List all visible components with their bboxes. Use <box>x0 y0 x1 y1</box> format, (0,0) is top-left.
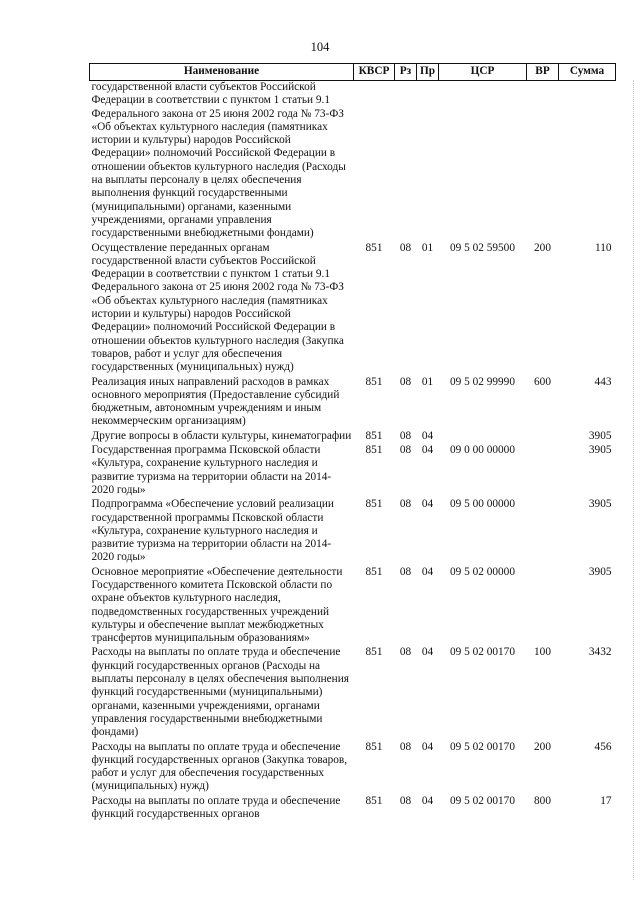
row-rz: 08 <box>399 429 412 442</box>
row-name: Основное мероприятие «Обеспечение деятельности Государственного комитета Псковской области по охране объектов культурного наследия, подведомственных государственных учреждений культуры и обеспечение выплат межбюджетных трансфертов муниципальным образованиям» <box>91 565 343 645</box>
budget-table-container <box>89 63 615 822</box>
row-rz: 08 <box>399 241 412 254</box>
table-row <box>90 444 616 498</box>
table-row <box>90 81 616 242</box>
row-pr: 04 <box>421 444 434 457</box>
row-name: Расходы на выплаты по оплате труда и обеспечение функций государственных органов <box>91 794 341 821</box>
row-csr <box>439 430 527 444</box>
row-sum: 17 <box>600 794 612 807</box>
row-pr: 04 <box>421 794 434 807</box>
row-sum: 3905 <box>588 565 612 578</box>
row-kvsr: 851 <box>365 375 383 388</box>
budget-table <box>89 63 616 822</box>
row-kvsr: 851 <box>365 740 383 753</box>
row-kvsr: 851 <box>365 646 383 659</box>
header-name: Наименование <box>90 64 354 81</box>
scan-edge-mark <box>632 80 634 880</box>
row-rz: 08 <box>399 498 412 511</box>
page-number: 104 <box>310 40 330 54</box>
table-row <box>90 242 616 376</box>
row-kvsr: 851 <box>365 565 383 578</box>
header-csr: ЦСР <box>439 64 527 81</box>
table-row <box>90 430 616 444</box>
header-rz: Рз <box>395 64 417 81</box>
row-name: государственной власти субъектов Российской Федерации в соответствии с пунктом 1 статьи 9.1 Федерального закона от 25 июня 2002 года № 73-ФЗ «Об объектах культурного наследия (памятниках истории и культуры) народов Российской Федерации» полномочий Российской Федерации в отношении объектов культурного наследия (Расходы на выплаты персоналу в целях обеспечения выполнения функций государственными (муниципальными) органами, казенными учреждениями, органами управления государственными внебюджетными фондами) <box>91 81 346 240</box>
row-csr: 09 5 02 00000 <box>450 565 515 578</box>
row-rz: 08 <box>399 565 412 578</box>
row-csr: 09 5 00 00000 <box>450 498 515 511</box>
row-name: Реализация иных направлений расходов в рамках основного мероприятия (Предоставление субсидий бюджетным, автономным учреждениям и иным некоммерческим организациям) <box>91 375 340 428</box>
row-pr: 04 <box>421 565 434 578</box>
table-header <box>90 64 616 81</box>
row-vr <box>527 430 559 444</box>
row-rz: 08 <box>399 794 412 807</box>
row-vr: 200 <box>534 241 551 254</box>
row-name: Расходы на выплаты по оплате труда и обеспечение функций государственных органов (Закупка товаров, работ и услуг для обеспечения государственных (муниципальных) нужд) <box>91 740 348 793</box>
header-kvsr: КВСР <box>354 64 395 81</box>
row-pr: 04 <box>421 740 434 753</box>
row-pr <box>417 81 439 242</box>
row-kvsr: 851 <box>365 444 383 457</box>
row-vr: 600 <box>534 375 551 388</box>
row-name: Расходы на выплаты по оплате труда и обеспечение функций государственных органов (Расходы на выплаты персоналу в целях обеспечения выполнения функций государственными (муниципальными) органами, казенными учреждениями, органами управления государственными внебюджетными фондами) <box>91 646 349 739</box>
row-csr: 09 5 02 00170 <box>450 740 515 753</box>
row-vr <box>527 566 559 647</box>
row-csr <box>439 81 527 242</box>
row-rz: 08 <box>399 444 412 457</box>
table-row <box>90 376 616 430</box>
row-name: Государственная программа Псковской области «Культура, сохранение культурного наследия и развитие туризма на территории области на 2014-2020 годы» <box>91 444 332 496</box>
row-kvsr: 851 <box>365 429 383 442</box>
row-name: Другие вопросы в области культуры, кинематографии <box>91 429 352 442</box>
row-vr <box>527 81 559 242</box>
row-vr <box>527 498 559 565</box>
row-sum: 3905 <box>588 429 612 442</box>
table-row <box>90 646 616 740</box>
row-pr: 04 <box>421 498 434 511</box>
header-vr: ВР <box>527 64 559 81</box>
row-sum: 3905 <box>588 444 612 457</box>
row-rz <box>395 81 417 242</box>
row-name: Осуществление переданных органам государственной власти субъектов Российской Федерации в соответствии с пунктом 1 статьи 9.1 Федерального закона от 25 июня 2002 года № 73-ФЗ «Об объектах культурного наследия (памятниках истории и культуры) народов Российской Федерации» полномочий Российской Федерации в отношении объектов культурного наследия (Закупка товаров, работ и услуг для обеспечения государственных (муниципальных) нужд) <box>91 241 344 374</box>
row-pr: 04 <box>421 646 434 659</box>
row-vr: 200 <box>534 740 551 753</box>
row-rz: 08 <box>399 646 412 659</box>
table-body <box>90 81 616 823</box>
row-pr: 01 <box>421 375 434 388</box>
row-kvsr: 851 <box>365 241 383 254</box>
row-rz: 08 <box>399 375 412 388</box>
row-sum <box>559 81 616 242</box>
row-vr: 800 <box>534 794 551 807</box>
row-vr: 100 <box>534 646 551 659</box>
row-pr: 04 <box>421 429 434 442</box>
row-csr: 09 5 02 99990 <box>450 375 515 388</box>
row-kvsr <box>354 81 395 242</box>
table-row <box>90 741 616 795</box>
row-csr: 09 5 02 59500 <box>450 241 515 254</box>
row-csr: 09 5 02 00170 <box>450 646 515 659</box>
row-vr <box>527 444 559 498</box>
row-sum: 443 <box>594 375 612 388</box>
row-sum: 110 <box>594 241 612 254</box>
row-rz: 08 <box>399 740 412 753</box>
row-csr: 09 5 02 00170 <box>450 794 515 807</box>
row-sum: 3432 <box>588 646 612 659</box>
row-csr: 09 0 00 00000 <box>450 444 515 457</box>
header-sum: Сумма <box>559 64 616 81</box>
table-row <box>90 566 616 647</box>
row-sum: 456 <box>594 740 612 753</box>
row-kvsr: 851 <box>365 498 383 511</box>
row-name: Подпрограмма «Обеспечение условий реализации государственной программы Псковской области «Культура, сохранение культурного наследия и развитие туризма на территории области на 2014-2020 годы» <box>91 498 334 564</box>
row-pr: 01 <box>421 241 434 254</box>
header-pr: Пр <box>417 64 439 81</box>
table-row <box>90 795 616 823</box>
row-kvsr: 851 <box>365 794 383 807</box>
row-sum: 3905 <box>588 498 612 511</box>
table-row <box>90 498 616 565</box>
